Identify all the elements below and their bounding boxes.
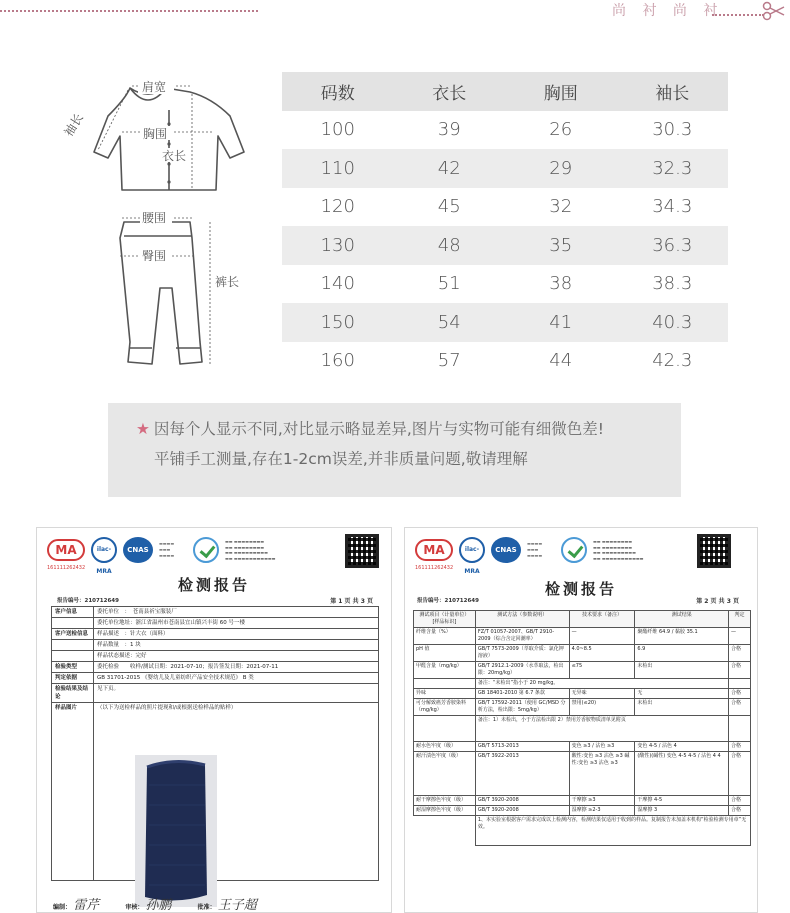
cell-method: GB/T 3922-2013 (475, 752, 569, 796)
header-length: 衣长 (432, 83, 467, 104)
reviewer-label: 审核： (125, 904, 144, 911)
row-value: 样品状态描述：完好 (94, 651, 379, 662)
row-value: 委托单位 ： 苍南县祈宝服装厂 (94, 607, 379, 618)
star-icon: ★ (136, 420, 150, 438)
cell-length: 57 (437, 350, 461, 372)
cnas-logo: CNAS (123, 537, 153, 563)
cell-method: GB/T 7573-2009（萃取介质：氯化钾溶液） (475, 645, 569, 662)
table-row (414, 628, 751, 645)
scissors-icon (762, 0, 786, 22)
cell-result: 未检出 (635, 699, 729, 716)
cell-verdict: 合格 (729, 742, 751, 752)
table-row (52, 618, 379, 629)
cell-item: 耐湿摩擦色牢度（级） (414, 806, 476, 816)
cell-sleeve: 40.3 (652, 311, 693, 333)
table-row (414, 742, 751, 752)
row-label: 客户送检信息 (52, 629, 94, 640)
cell-length: 42 (437, 157, 461, 179)
row-label: 样品图片 (52, 703, 94, 881)
cell-verdict: 合格 (729, 806, 751, 816)
cell-note: 备注：1）未检出，小于方法检出限 2）禁用芳香胺物质清单见附页 (475, 716, 728, 742)
cell-item: 耐水色牢度（级） (414, 742, 476, 752)
table-row (52, 629, 379, 640)
cell-size: 120 (320, 196, 355, 218)
cell-requirement: 干摩擦 ≥3 (569, 796, 635, 806)
ilac-mra-logo: ilac-MRA (91, 537, 117, 563)
cell-verdict: — (729, 628, 751, 645)
row-value: GB 31701-2015 《婴幼儿及儿童纺织产品安全技术规范》 B 类 (94, 673, 379, 684)
cell-sleeve: 34.3 (652, 196, 693, 218)
table-row (414, 752, 751, 796)
report-footnote: 1、本实验室根据客户需求完成以上检测内容，检测结果仅适用于收到的样品。复制报告未加盖本机构“检验检测专用章”无效。 (475, 816, 750, 846)
top-decoration (0, 0, 790, 30)
row-label (52, 651, 94, 662)
row-label: 检验类型 (52, 662, 94, 673)
cell-requirement: ≤75 (569, 662, 635, 679)
check-seal-icon (193, 537, 219, 563)
pants-diagram (120, 222, 202, 364)
cell-chest: 41 (549, 311, 573, 333)
size-table-header (282, 72, 728, 111)
label-waist: 腰围 (142, 211, 167, 225)
cell-requirement: 禁用(≤20) (569, 699, 635, 716)
cell-item: 可分解致癌芳香胺染料（mg/kg） (414, 699, 476, 716)
certification-logos (47, 534, 295, 575)
table-row (282, 342, 728, 381)
cell-method: GB/T 2912.1-2009（水萃取法，检出限：20mg/kg） (475, 662, 569, 679)
table-row (414, 796, 751, 806)
ma-logo: MA (47, 539, 85, 561)
row-label: 检验结果及结论 (52, 684, 94, 703)
table-row (282, 188, 728, 227)
table-row (52, 607, 379, 618)
report-title: 检测报告 (544, 580, 617, 598)
table-row (414, 689, 751, 699)
table-row (52, 651, 379, 662)
logo-caption: ▬▬▬▬ ▬▬▬ ▬▬▬▬ (527, 541, 543, 558)
cell-item: 耐干摩擦色牢度（级） (414, 796, 476, 806)
qr-code (697, 534, 731, 568)
table-row (52, 662, 379, 673)
ma-logo-wrap (415, 539, 454, 571)
header-sleeve: 袖长 (655, 83, 690, 104)
header-verdict: 判定 (729, 611, 751, 628)
table-row (414, 816, 751, 846)
cell-size: 150 (320, 311, 355, 333)
cell-verdict (729, 716, 751, 742)
row-value: （以下为送检样品的照片提现和/或根据送检样品的贴样） (94, 703, 379, 881)
cell-verdict (729, 679, 751, 689)
cell-verdict: 合格 (729, 699, 751, 716)
table-row (52, 684, 379, 703)
author-label: 编制： (53, 904, 72, 911)
cell-method: GB/T 3920-2008 (475, 796, 569, 806)
cell-method: GB/T 3920-2008 (475, 806, 569, 816)
ma-logo-wrap (47, 539, 86, 571)
row-value: 样品数量 ：1 块 (94, 640, 379, 651)
test-results-table (413, 610, 751, 846)
lab-contact-info: ▬▬ ▬▬▬▬▬▬▬▬ ▬▬ ▬▬▬▬▬▬▬▬ ▬▬ ▬▬▬▬▬▬▬▬▬ ▬▬ ▬▬▬▬▬▬▬▬▬▬▬ (593, 539, 644, 561)
label-pants-length: 裤长 (215, 275, 240, 289)
cnas-logo: CNAS (491, 537, 521, 563)
cell-requirement: 4.0~8.5 (569, 645, 635, 662)
cell-length: 48 (437, 234, 461, 256)
cell-requirement: 变色 ≥3 / 沾色 ≥3 (569, 742, 635, 752)
report-title: 检测报告 (177, 576, 250, 594)
table-row (282, 303, 728, 342)
dotted-divider-right (712, 14, 764, 16)
cell-verdict: 合格 (729, 662, 751, 679)
ma-logo: MA (415, 539, 453, 561)
header-requirement: 技术要求（备注） (569, 611, 635, 628)
cell-chest: 32 (549, 196, 573, 218)
header-size: 码数 (320, 83, 355, 104)
row-label: 判定依据 (52, 673, 94, 684)
row-value: 见下页。 (94, 684, 379, 703)
test-report-page-1 (36, 527, 392, 913)
approver-label: 批准： (197, 904, 216, 911)
approver-signature: 王子超 (217, 898, 257, 913)
cell-result: 变色 4-5 / 沾色 4 (635, 742, 729, 752)
cell-requirement: 湿摩擦 ≥2-3 (569, 806, 635, 816)
row-value: 委托单位地址：浙江省温州市苍南县宜山镇兴丰街 60 号一楼 (94, 618, 379, 629)
cell-sleeve: 36.3 (652, 234, 693, 256)
row-label: 客户信息 (52, 607, 94, 618)
cell-sleeve: 38.3 (652, 273, 693, 295)
cell-method: GB 18401-2010 第 6.7 条款 (475, 689, 569, 699)
cell-requirement: 酸性:变色 ≥3 沾色 ≥3 碱性:变色 ≥3 沾色 ≥3 (569, 752, 635, 796)
table-row (414, 806, 751, 816)
cell-result: 干摩擦 4-5 (635, 796, 729, 806)
cell-verdict: 合格 (729, 645, 751, 662)
table-row (282, 111, 728, 150)
cell-requirement: 无异味 (569, 689, 635, 699)
cell-item (414, 679, 476, 689)
measurement-notice (108, 403, 681, 497)
cell-chest: 26 (549, 119, 573, 141)
cell-size: 100 (320, 119, 355, 141)
label-shoulder-width: 肩宽 (142, 80, 167, 94)
table-row (52, 640, 379, 651)
logo-caption: ▬▬▬▬ ▬▬▬ ▬▬▬▬ (159, 541, 175, 558)
cell-note: 备注：“未检出”指小于 20 mg/kg。 (475, 679, 728, 689)
notice-line-color (136, 417, 604, 439)
size-chart-table (282, 72, 728, 380)
cell-verdict: 合格 (729, 689, 751, 699)
ma-number: 161111262432 (415, 565, 454, 571)
author-signature: 雷芹 (73, 898, 100, 913)
header-item: 测试项目（计量单位）[样品标识] (414, 611, 476, 628)
cell-size: 160 (320, 350, 355, 372)
signature-row (53, 894, 257, 913)
row-value: 委托检验 收样/测试日期：2021-07-10；报告签发日期：2021-07-11 (94, 662, 379, 673)
header-result: 测试结果 (635, 611, 729, 628)
cell-length: 39 (437, 119, 461, 141)
table-row (414, 716, 751, 742)
cell-item: 甲醛含量（mg/kg） (414, 662, 476, 679)
ma-number: 161111262432 (47, 565, 86, 571)
table-row (414, 662, 751, 679)
cell-result: 湿摩擦 3 (635, 806, 729, 816)
header-method: 测试方法（参数说明） (475, 611, 569, 628)
table-row (414, 679, 751, 689)
cell-item: 耐汗渍色牢度（级） (414, 752, 476, 796)
cell-size: 110 (320, 157, 355, 179)
cell-method: GB/T 17592-2011（使用 GC/MSD 分析方法，检出限：5mg/kg） (475, 699, 569, 716)
row-value: 样品描述 ：针大衣（面料） (94, 629, 379, 640)
label-garment-length: 衣长 (162, 149, 187, 163)
notice-text-1: 因每个人显示不同,对比显示略显差异,图片与实物可能有细微色差! (153, 420, 604, 438)
cell-chest: 44 (549, 350, 573, 372)
reviewer-signature: 孙鹏 (145, 898, 172, 913)
cell-length: 45 (437, 196, 461, 218)
table-row (414, 645, 751, 662)
lab-contact-info: ▬▬ ▬▬▬▬▬▬▬▬ ▬▬ ▬▬▬▬▬▬▬▬ ▬▬ ▬▬▬▬▬▬▬▬▬ ▬▬ ▬▬▬▬▬▬▬▬▬▬▬ (225, 539, 276, 561)
table-row (282, 149, 728, 188)
report-page: 第 1 页 共 3 页 (330, 598, 373, 605)
cell-item: 异味 (414, 689, 476, 699)
row-label (52, 618, 94, 629)
report-number: 报告编号：210712649 (417, 598, 479, 604)
test-report-page-2 (404, 527, 758, 913)
table-header-row (414, 611, 751, 628)
label-chest: 胸围 (143, 127, 168, 141)
qr-code (345, 534, 379, 568)
sample-fabric-photo (135, 755, 217, 907)
certification-logos (415, 534, 663, 575)
cell-item: 纤维含量（%） (414, 628, 476, 645)
cell-chest: 29 (549, 157, 573, 179)
table-row (414, 699, 751, 716)
row-label (52, 640, 94, 651)
cell-result: 6.9 (635, 645, 729, 662)
garment-measurement-diagram (52, 72, 278, 384)
report-page: 第 2 页 共 3 页 (696, 598, 739, 605)
cell-chest: 35 (549, 234, 573, 256)
cell-method: FZ/T 01057-2007、GB/T 2910-2009（综合含定回潮率） (475, 628, 569, 645)
cell-length: 51 (437, 273, 461, 295)
check-seal-icon (561, 537, 587, 563)
cell-sleeve: 32.3 (652, 157, 693, 179)
table-row (52, 673, 379, 684)
report-number: 报告编号：210712649 (57, 598, 119, 604)
cell-sleeve: 30.3 (652, 119, 693, 141)
cell-chest: 38 (549, 273, 573, 295)
cell-method: GB/T 5713-2013 (475, 742, 569, 752)
label-hip: 臀围 (142, 249, 167, 263)
ilac-mra-logo: ilac-MRA (459, 537, 485, 563)
cell-result: 无 (635, 689, 729, 699)
table-row (282, 265, 728, 304)
cell-result: 未检出 (635, 662, 729, 679)
cell-item (414, 716, 476, 742)
dotted-divider-left (0, 10, 258, 12)
cell-result: 聚酯纤维 64.9 / 黏胶 35.1 (635, 628, 729, 645)
top-deco-text: 尚 衬 尚 衬 (612, 3, 724, 19)
cell-size: 140 (320, 273, 355, 295)
table-row (282, 226, 728, 265)
cell-verdict: 合格 (729, 752, 751, 796)
cell-requirement: — (569, 628, 635, 645)
cell-verdict: 合格 (729, 796, 751, 806)
cell-length: 54 (437, 311, 461, 333)
cell-result: (酸性)(碱性) 变色 4-5 4-5 / 沾色 4 4 (635, 752, 729, 796)
cell-sleeve: 42.3 (652, 350, 693, 372)
notice-line-measure: 平铺手工测量,存在1-2cm误差,并非质量问题,敬请理解 (154, 450, 528, 468)
cell-item: pH 值 (414, 645, 476, 662)
cell-size: 130 (320, 234, 355, 256)
header-chest: 胸围 (543, 83, 578, 104)
label-sleeve-length: 袖长 (61, 111, 86, 139)
